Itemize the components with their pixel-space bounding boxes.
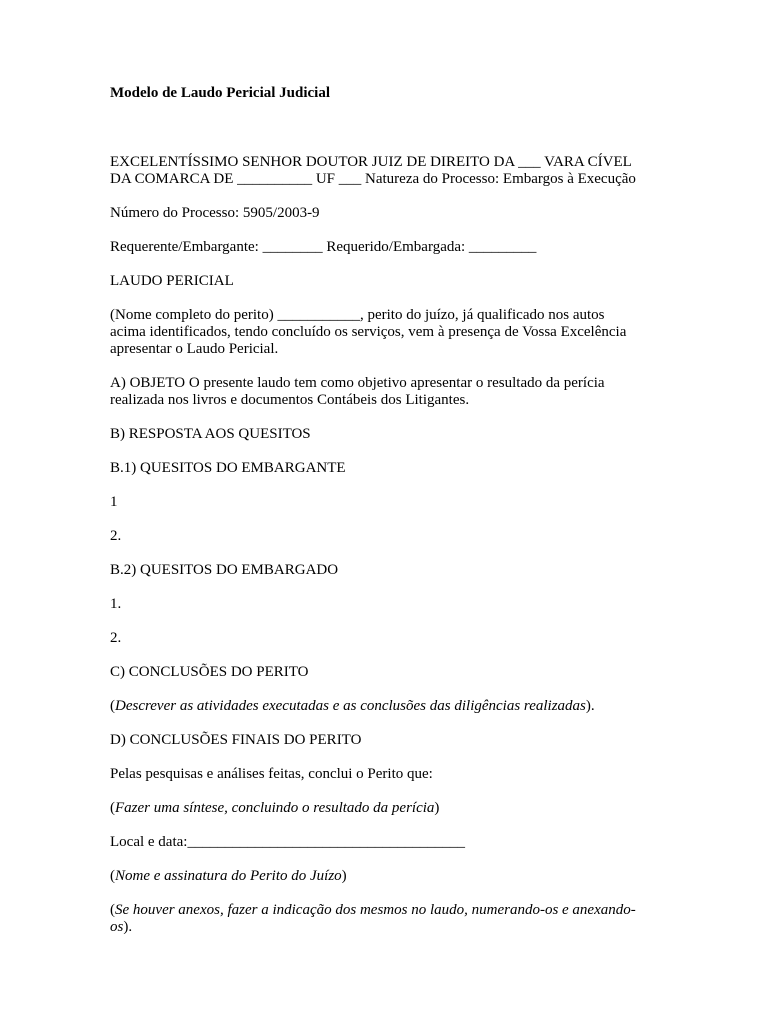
conclusions-heading: C) CONCLUSÕES DO PERITO — [110, 664, 309, 680]
final-intro: Pelas pesquisas e análises feitas, conclui o Perito que: — [110, 766, 433, 782]
synthesis-open: ( — [110, 800, 115, 816]
conclusions-close: ). — [585, 698, 595, 714]
embargante-item-2: 2. — [110, 528, 122, 544]
intro-line-3: apresentar o Laudo Pericial. — [110, 341, 279, 357]
annex-text-2: os — [110, 919, 124, 935]
intro-line-2: acima identificados, tendo concluído os serviços, vem à presença de Vossa Excelência — [110, 324, 627, 340]
intro-line-1: (Nome completo do perito) ___________, perito do juízo, já qualificado nos autos — [110, 307, 605, 323]
answers-heading: B) RESPOSTA AOS QUESITOS — [110, 426, 311, 442]
final-heading: D) CONCLUSÕES FINAIS DO PERITO — [110, 732, 362, 748]
object-line-1: A) OBJETO O presente laudo tem como objetivo apresentar o resultado da perícia — [110, 375, 605, 391]
synthesis-close: ) — [434, 800, 440, 816]
embargado-item-1: 1. — [110, 596, 122, 612]
conclusions-text: Descrever as atividades executadas e as conclusões das diligências realizadas — [115, 698, 586, 714]
annex-text-1: Se houver anexos, fazer a indicação dos mesmos no laudo, numerando-os e anexando- — [115, 902, 636, 918]
annex-instruction — [110, 902, 670, 936]
annex-line-1 — [110, 902, 670, 919]
object-paragraph — [110, 375, 670, 409]
address-block — [110, 154, 670, 188]
synthesis-instruction — [110, 800, 670, 817]
annex-open: ( — [110, 902, 115, 918]
document-page — [110, 85, 670, 936]
signature-text: Nome e assinatura do Perito do Juízo — [115, 868, 342, 884]
embargante-item-1: 1 — [110, 494, 118, 510]
report-heading: LAUDO PERICIAL — [110, 273, 234, 289]
synthesis-text: Fazer uma síntese, concluindo o resultado da perícia — [115, 800, 435, 816]
conclusions-instruction — [110, 698, 670, 715]
address-line-1: EXCELENTÍSSIMO SENHOR DOUTOR JUIZ DE DIREITO DA ___ VARA CÍVEL — [110, 154, 632, 170]
address-line-2: DA COMARCA DE __________ UF ___ Natureza do Processo: Embargos à Execução — [110, 171, 636, 187]
annex-close: ). — [123, 919, 133, 935]
signature-open: ( — [110, 868, 115, 884]
signature-close: ) — [341, 868, 347, 884]
conclusions-open: ( — [110, 698, 115, 714]
annex-line-2 — [110, 919, 670, 936]
intro-paragraph — [110, 307, 670, 358]
signature-instruction — [110, 868, 670, 885]
embargante-heading: B.1) QUESITOS DO EMBARGANTE — [110, 460, 346, 476]
document-title: Modelo de Laudo Pericial Judicial — [110, 85, 330, 101]
embargado-item-2: 2. — [110, 630, 122, 646]
process-number: Número do Processo: 5905/2003-9 — [110, 205, 320, 221]
embargado-heading: B.2) QUESITOS DO EMBARGADO — [110, 562, 339, 578]
place-date-line: Local e data:_____________________________________ — [110, 834, 465, 850]
object-line-2: realizada nos livros e documentos Contábeis dos Litigantes. — [110, 392, 470, 408]
parties-line: Requerente/Embargante: ________ Requerido/Embargada: _________ — [110, 239, 537, 255]
